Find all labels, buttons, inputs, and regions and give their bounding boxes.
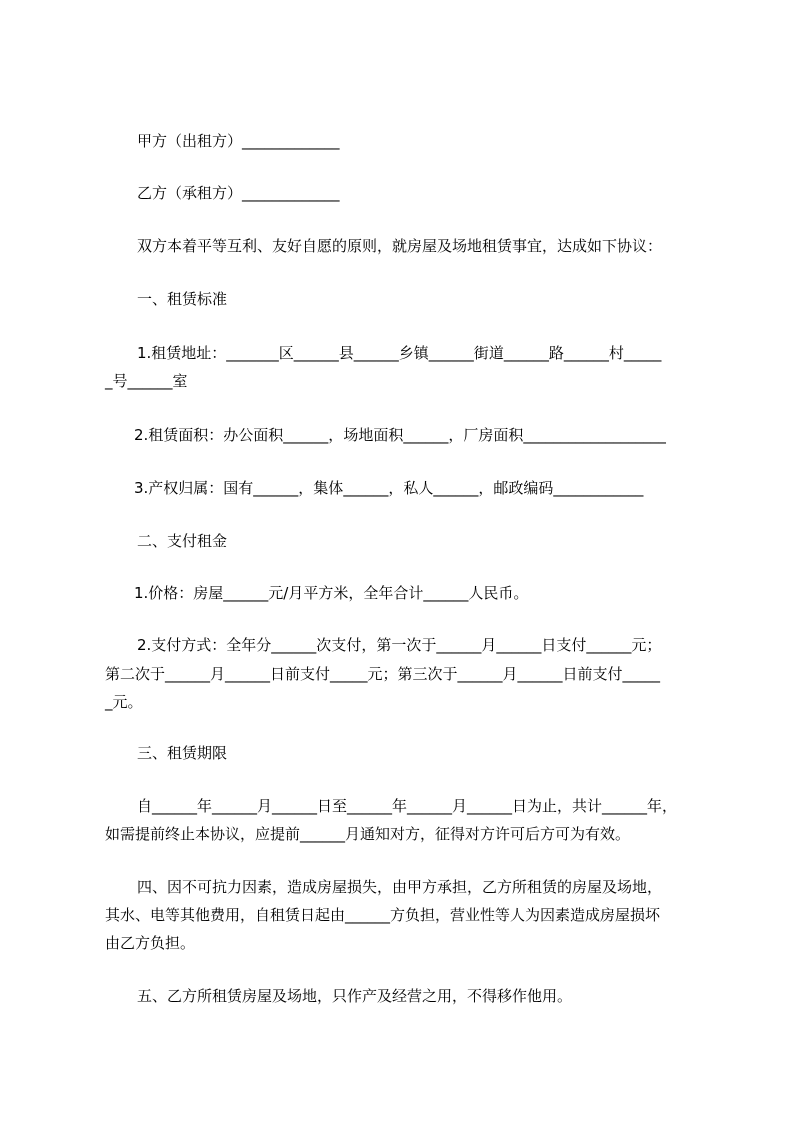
clause-2-1: 1.价格：房屋______元/月平方米，全年合计______人民币。 — [134, 584, 529, 602]
clause-2-2-line-2: 第二次于______月______日前支付_____元；第三次于______月______日前支付_____ — [105, 665, 661, 683]
clause-1-3: 3.产权归属：国有______，集体______，私人______，邮政编码____________ — [134, 479, 644, 497]
section-4-line-2: 其水、电等其他费用，自租赁日起由______方负担，营业性等人为因素造成房屋损坏 — [105, 906, 661, 924]
clause-1-2: 2.租赁面积：办公面积______，场地面积______，厂房面积___________________ — [134, 426, 666, 444]
section-1-heading: 一、租赁标准 — [137, 290, 228, 308]
section-4-line-1: 四、因不可抗力因素，造成房屋损失，由甲方承担，乙方所租赁的房屋及场地， — [137, 878, 663, 896]
section-3-line-1: 自______年______月______日至______年______月______日为止，共计______年， — [137, 797, 678, 815]
clause-1-1-line-2: _号______室 — [105, 372, 188, 390]
clause-2-2-line-1: 2.支付方式：全年分______次支付，第一次于______月______日支付______元； — [137, 636, 662, 654]
clause-1-1-line-1: 1.租赁地址：_______区______县______乡镇______街道______路______村_____ — [137, 344, 662, 362]
party-b-line: 乙方（承租方）_____________ — [137, 184, 340, 202]
section-4-line-3: 由乙方负担。 — [105, 934, 196, 952]
clause-2-2-line-3: _元。 — [105, 693, 143, 711]
agreement-intro: 双方本着平等互利、友好自愿的原则，就房屋及场地租赁事宜，达成如下协议： — [137, 237, 663, 255]
party-a-line: 甲方（出租方）_____________ — [137, 132, 340, 150]
section-3-line-2: 如需提前终止本协议，应提前______月通知对方，征得对方许可后方可为有效。 — [105, 825, 631, 843]
section-2-heading: 二、支付租金 — [137, 532, 228, 550]
section-5-line: 五、乙方所租赁房屋及场地，只作产及经营之用，不得移作他用。 — [137, 987, 573, 1005]
section-3-heading: 三、租赁期限 — [137, 744, 228, 762]
